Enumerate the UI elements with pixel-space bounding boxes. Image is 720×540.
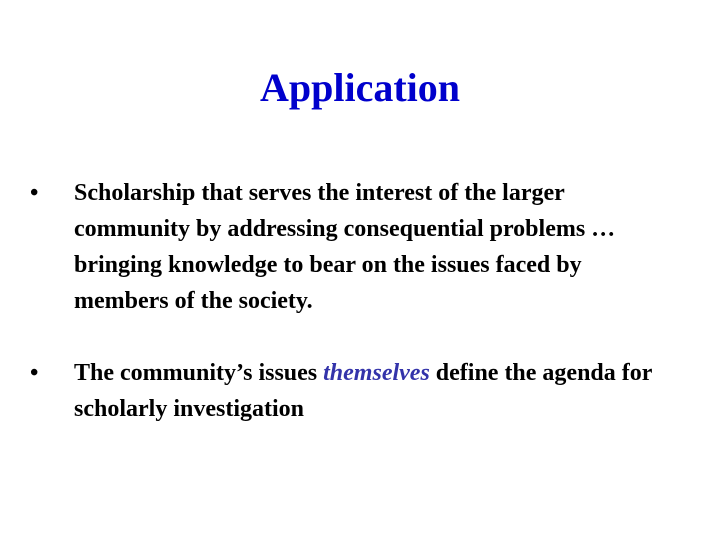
bullet-list (30, 175, 670, 427)
bullet-text-after: define the agenda for scholarly investigation (74, 360, 652, 422)
bullet-item (30, 175, 670, 319)
bullet-marker: • (30, 180, 39, 206)
bullet-item (30, 355, 670, 427)
bullet-text-emphasis: themselves (323, 360, 430, 386)
bullet-marker: • (30, 360, 39, 386)
bullet-text: Scholarship that serves the interest of the larger community by addressing consequential problems … bringing knowledge to bear on the issues faced by members of the society. (74, 180, 616, 314)
slide-title: Application (259, 65, 461, 110)
bullet-text-before: The community’s issues (74, 360, 324, 386)
